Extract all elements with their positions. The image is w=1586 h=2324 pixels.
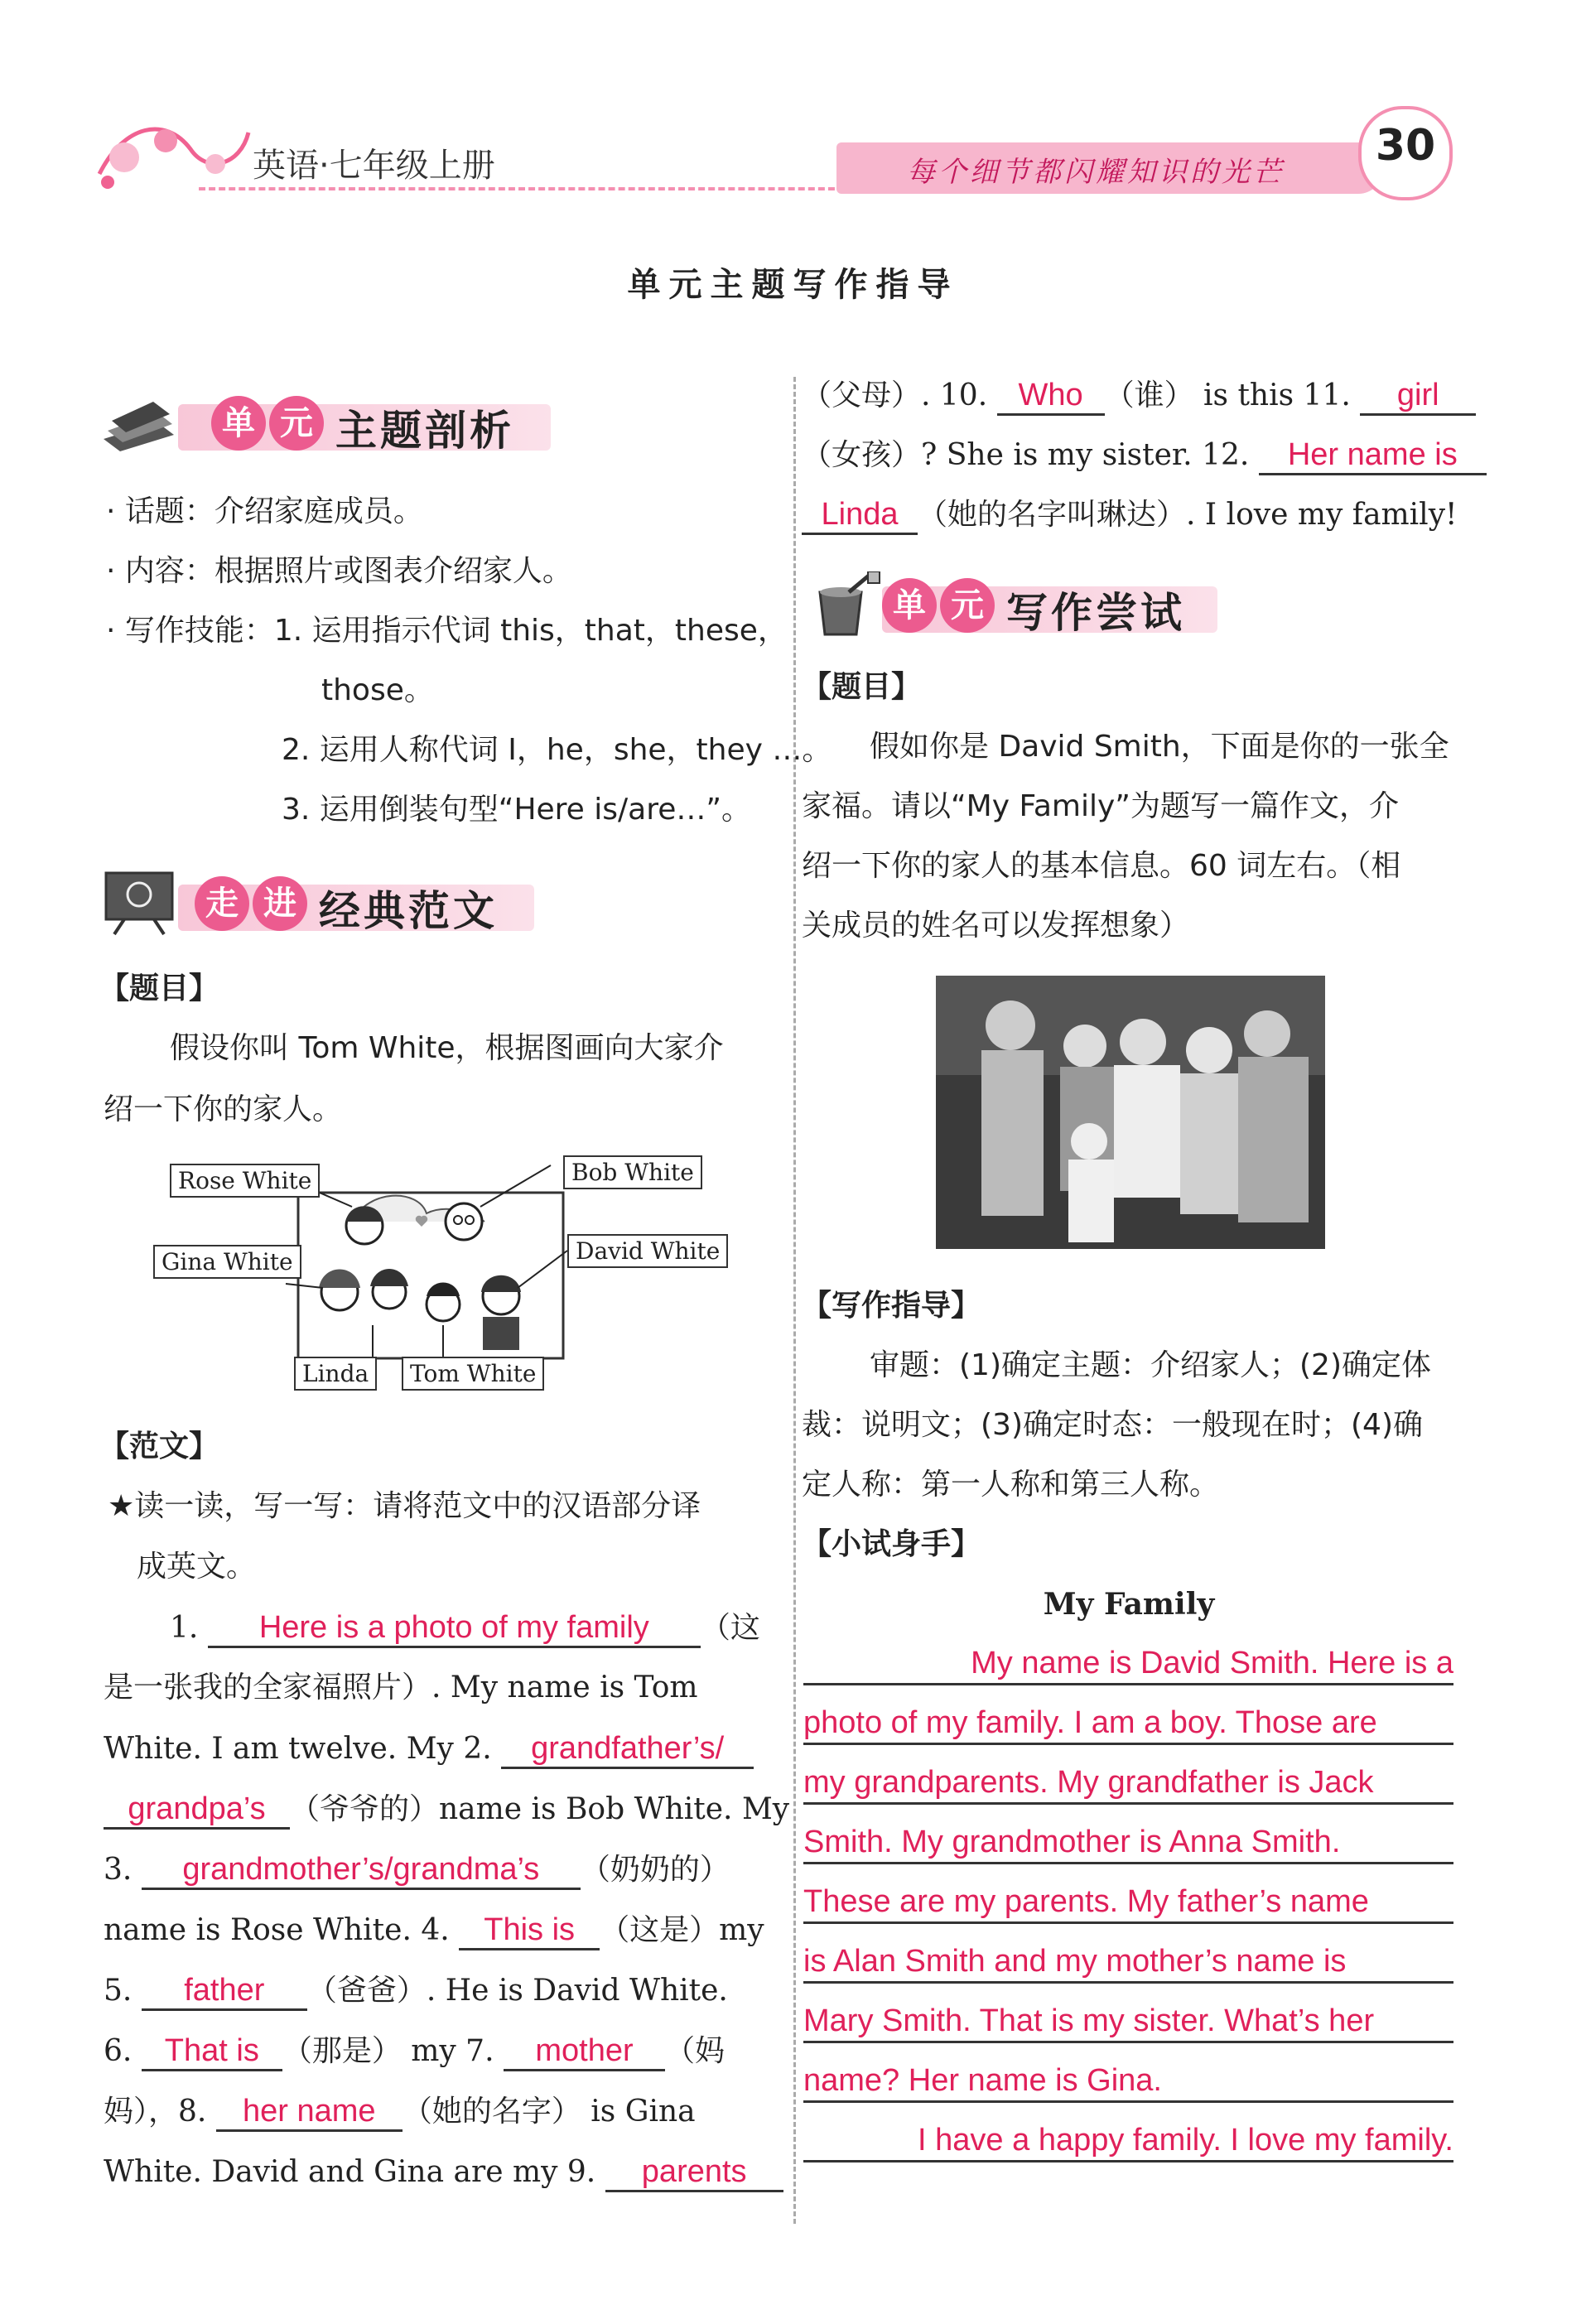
essay-line: I have a happy family. I love my family. bbox=[803, 2120, 1453, 2162]
answer-blank-12: Her name is bbox=[1259, 436, 1487, 475]
sample-line-1: 1. Here is a photo of my family （这 bbox=[170, 1609, 760, 1648]
point-skill-1-cont: those。 bbox=[321, 673, 434, 707]
point-topic: · 话题：介绍家庭成员。 bbox=[106, 494, 423, 528]
answer-blank-12-cont: Linda bbox=[802, 496, 918, 535]
topic-line: 假设你叫 Tom White，根据图画向大家介 bbox=[170, 1031, 724, 1065]
guide-line: 裁：说明文；(3)确定时态：一般现在时；(4)确 bbox=[802, 1408, 1423, 1442]
topic-label: 【题目】 bbox=[99, 972, 219, 1005]
answer-blank-2-cont: grandpa’s bbox=[104, 1791, 290, 1830]
main-title: 单元主题写作指导 bbox=[627, 266, 959, 304]
essay-line: These are my parents. My father’s name bbox=[803, 1882, 1453, 1924]
sample-line-10: White. David and Gina are my 9. parents bbox=[104, 2153, 783, 2192]
books-icon bbox=[99, 389, 179, 456]
answer-blank-8: her name bbox=[216, 2093, 403, 2132]
answer-blank-6: That is bbox=[142, 2032, 282, 2071]
topic-line: 绍一下你的家人。 bbox=[104, 1092, 343, 1126]
sample-line-7: 5. father （爸爸）. He is David White. bbox=[104, 1972, 728, 2011]
answer-blank-10: Who bbox=[997, 377, 1105, 416]
section-title: 经典范文 bbox=[319, 887, 498, 935]
paint-bucket-icon bbox=[803, 571, 883, 638]
point-skill-3: 3. 运用倒装句型“Here is/are…”。 bbox=[282, 793, 752, 827]
essay-title: My Family bbox=[1043, 1587, 1215, 1622]
label-rose-white: Rose White bbox=[170, 1164, 320, 1198]
answer-blank-11: girl bbox=[1360, 377, 1476, 416]
label-bob-white: Bob White bbox=[563, 1155, 702, 1189]
answer-blank-5: father bbox=[142, 1972, 307, 2011]
section-badge-char: 单 bbox=[211, 396, 266, 451]
essay-line: My name is David Smith. Here is a bbox=[803, 1643, 1453, 1685]
section-header-classic-sample bbox=[99, 870, 534, 936]
essay-line: Smith. My grandmother is Anna Smith. bbox=[803, 1822, 1453, 1864]
answer-blank-4: This is bbox=[459, 1912, 600, 1950]
section-badge-char: 单 bbox=[882, 578, 937, 633]
guide-label: 【写作指导】 bbox=[802, 1289, 981, 1323]
sample-line-13: Linda （她的名字叫琳达）. I love my family! bbox=[802, 496, 1458, 535]
sample-line-2: 是一张我的全家福照片）. My name is Tom bbox=[104, 1671, 698, 1704]
topic-line: 家福。请以“My Family”为题写一篇作文，介 bbox=[802, 789, 1399, 823]
guide-line: 定人称：第一人称和第三人称。 bbox=[802, 1468, 1220, 1502]
page-header bbox=[0, 0, 1586, 207]
column-divider bbox=[793, 377, 796, 2224]
sample-line-11: （父母）. 10. Who （谁） is this 11. girl bbox=[802, 377, 1476, 416]
floral-ornament-icon bbox=[91, 99, 257, 207]
sample-line-12: （女孩）? She is my sister. 12. Her name is bbox=[802, 436, 1487, 475]
family-photo-icon bbox=[936, 976, 1325, 1249]
sample-line-3: White. I am twelve. My 2. grandfather’s/ bbox=[104, 1730, 754, 1769]
page-number: 30 bbox=[1375, 121, 1436, 171]
essay-line: Mary Smith. That is my sister. What’s her bbox=[803, 2001, 1453, 2043]
essay-line: my grandparents. My grandfather is Jack bbox=[803, 1762, 1453, 1805]
sample-label: 【范文】 bbox=[99, 1430, 219, 1463]
label-gina-white: Gina White bbox=[153, 1245, 301, 1279]
answer-blank-9: parents bbox=[605, 2153, 783, 2192]
topic-line: 关成员的姓名可以发挥想象） bbox=[802, 909, 1190, 943]
section-badge-char: 元 bbox=[269, 396, 324, 451]
header-divider bbox=[199, 187, 845, 190]
essay-line: name? Her name is Gina. bbox=[803, 2061, 1453, 2103]
topic-line: 绍一下你的家人的基本信息。60 词左右。（相 bbox=[802, 849, 1401, 883]
point-skill-2: 2. 运用人称代词 I，he，she，they …。 bbox=[282, 733, 832, 767]
answer-blank-7: mother bbox=[504, 2032, 665, 2071]
label-david-white: David White bbox=[567, 1234, 728, 1268]
point-skill-1: · 写作技能：1. 运用指示代词 this，that，these， bbox=[106, 614, 788, 648]
instruction-line: ★读一读，写一写：请将范文中的汉语部分译 bbox=[108, 1489, 701, 1523]
section-title: 主题剖析 bbox=[335, 407, 514, 455]
section-header-topic-analysis bbox=[99, 389, 551, 456]
motto-text: 每个细节都闪耀知识的光芒 bbox=[907, 156, 1285, 189]
sample-line-5: 3. grandmother’s/grandma’s （奶奶的） bbox=[104, 1851, 730, 1890]
family-diagram bbox=[153, 1155, 721, 1404]
section-header-writing-try bbox=[803, 571, 1217, 638]
answer-blank-1: Here is a photo of my family bbox=[208, 1609, 701, 1648]
book-title: 英语·七年级上册 bbox=[253, 147, 495, 185]
answer-blank-3: grandmother’s/grandma’s bbox=[142, 1851, 581, 1890]
try-label: 【小试身手】 bbox=[802, 1527, 981, 1561]
topic-line: 假如你是 David Smith，下面是你的一张全 bbox=[870, 730, 1449, 764]
section-badge-char: 走 bbox=[195, 876, 249, 931]
section-badge-char: 进 bbox=[253, 876, 307, 931]
sample-line-9: 妈），8. her name （她的名字） is Gina bbox=[104, 2093, 696, 2132]
guide-line: 审题：(1)确定主题：介绍家人；(2)确定体 bbox=[870, 1348, 1431, 1382]
instruction-line: 成英文。 bbox=[137, 1550, 257, 1584]
label-linda: Linda bbox=[294, 1357, 377, 1391]
sample-line-4: grandpa’s （爷爷的）name is Bob White. My bbox=[104, 1791, 789, 1830]
blackboard-icon bbox=[99, 870, 179, 936]
answer-blank-2: grandfather’s/ bbox=[501, 1730, 754, 1769]
sample-line-8: 6. That is （那是） my 7. mother （妈 bbox=[104, 2032, 725, 2071]
essay-line: photo of my family. I am a boy. Those are bbox=[803, 1703, 1453, 1745]
essay-line: is Alan Smith and my mother’s name is bbox=[803, 1941, 1453, 1984]
topic-label-right: 【题目】 bbox=[802, 670, 922, 704]
section-title: 写作尝试 bbox=[1006, 589, 1185, 637]
section-badge-char: 元 bbox=[940, 578, 995, 633]
sample-line-6: name is Rose White. 4. This is （这是）my bbox=[104, 1912, 764, 1950]
label-tom-white: Tom White bbox=[402, 1357, 544, 1391]
point-content: · 内容：根据照片或图表介绍家人。 bbox=[106, 554, 572, 588]
